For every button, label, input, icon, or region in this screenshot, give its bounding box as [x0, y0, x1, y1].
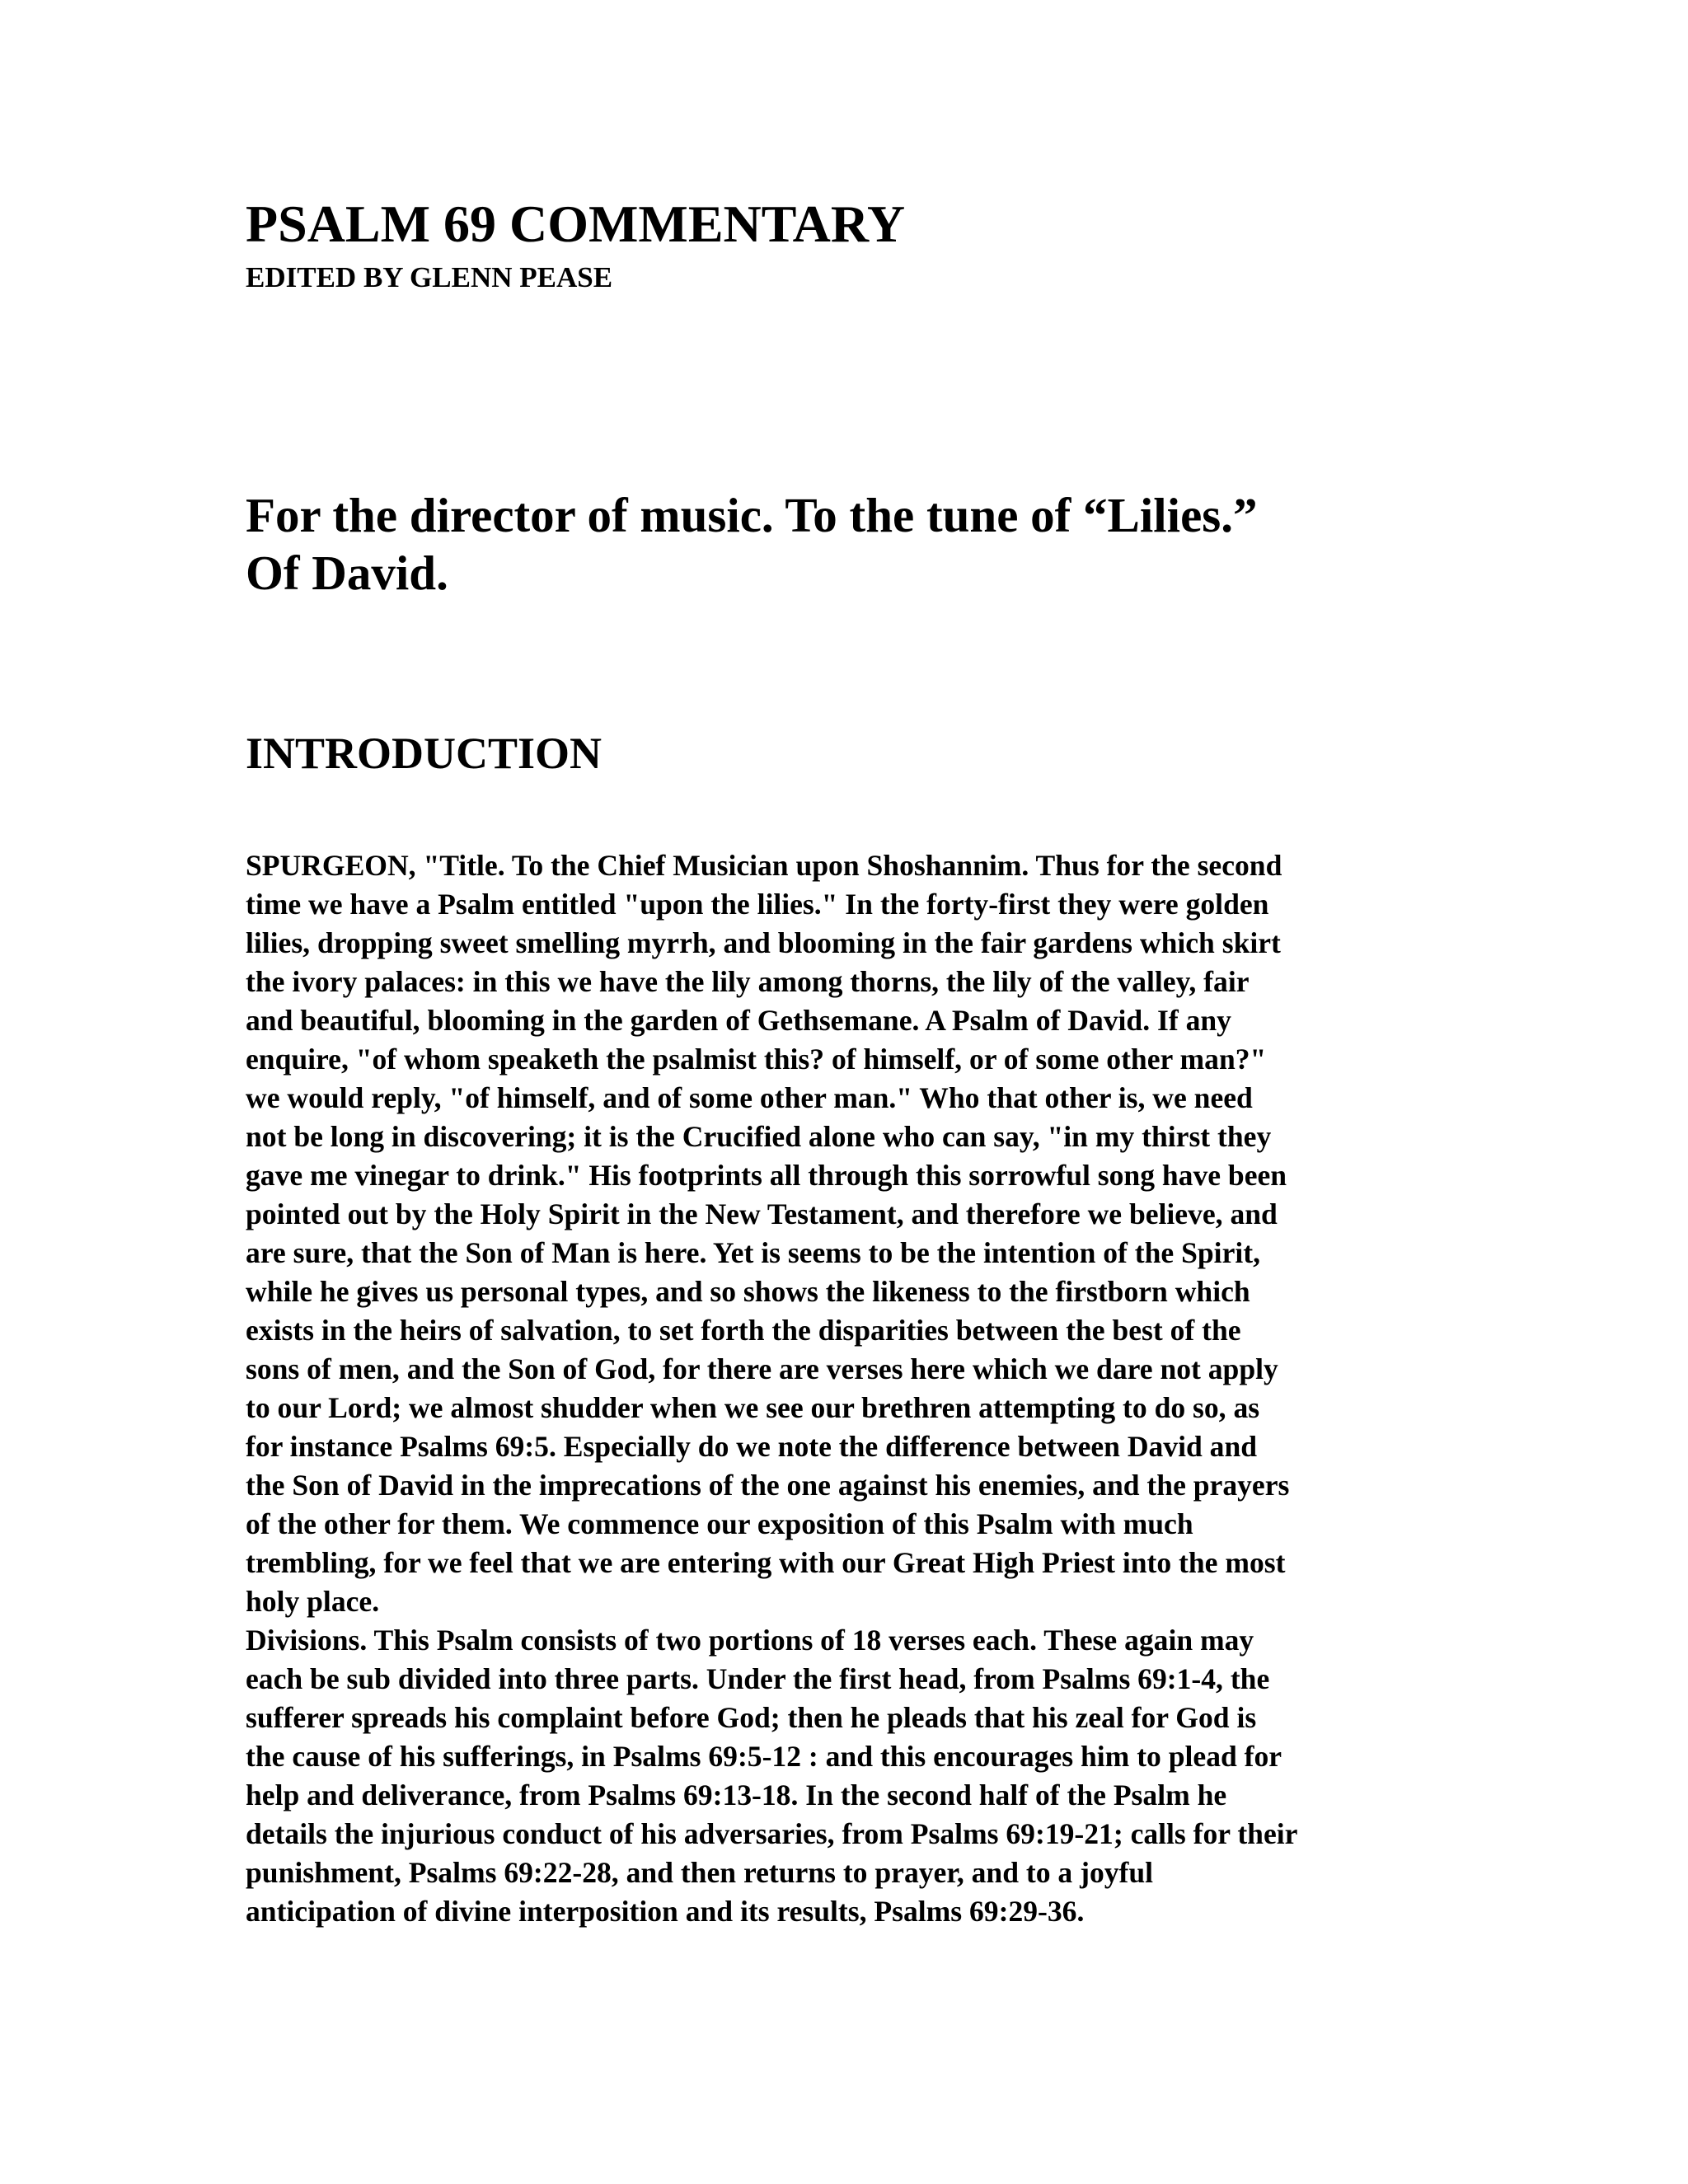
- text-line: sufferer spreads his complaint before God; then he pleads that his zeal for God is: [246, 1701, 1257, 1734]
- text-line: pointed out by the Holy Spirit in the New Testament, and therefore we believe, and: [246, 1197, 1278, 1230]
- text-line: help and deliverance, from Psalms 69:13-18. In the second half of the Psalm he: [246, 1779, 1227, 1811]
- document-title: PSALM 69 COMMENTARY: [246, 194, 906, 253]
- commentary-body: [246, 846, 1449, 1931]
- text-line: enquire, "of whom speaketh the psalmist this? of himself, or of some other man?": [246, 1043, 1267, 1076]
- text-line: holy place.: [246, 1585, 380, 1618]
- commentary-paragraph-divisions: [246, 1621, 1449, 1931]
- text-line: lilies, dropping sweet smelling myrrh, and blooming in the fair gardens which skirt: [246, 926, 1281, 959]
- text-line: time we have a Psalm entitled "upon the lilies." In the forty-first they were golden: [246, 888, 1269, 921]
- text-line: not be long in discovering; it is the Crucified alone who can say, "in my thirst they: [246, 1120, 1272, 1153]
- dedication-line: Of David.: [246, 546, 448, 600]
- text-line: SPURGEON, "Title. To the Chief Musician upon Shoshannim. Thus for the second: [246, 849, 1282, 882]
- text-line: the Son of David in the imprecations of the one against his enemies, and the prayers: [246, 1469, 1290, 1502]
- text-line: the ivory palaces: in this we have the lily among thorns, the lily of the valley, fair: [246, 965, 1250, 998]
- text-line: for instance Psalms 69:5. Especially do we note the difference between David and: [246, 1430, 1258, 1463]
- section-heading-introduction: INTRODUCTION: [246, 729, 603, 778]
- text-line: we would reply, "of himself, and of some other man." Who that other is, we need: [246, 1081, 1253, 1114]
- text-line: while he gives us personal types, and so shows the likeness to the firstborn which: [246, 1275, 1250, 1308]
- text-line: details the injurious conduct of his adversaries, from Psalms 69:19-21; calls for their: [246, 1817, 1298, 1850]
- text-line: sons of men, and the Son of God, for there are verses here which we dare not apply: [246, 1352, 1278, 1385]
- commentary-paragraph-spurgeon: [246, 846, 1449, 1621]
- text-line: punishment, Psalms 69:22-28, and then returns to prayer, and to a joyful: [246, 1856, 1154, 1889]
- text-line: and beautiful, blooming in the garden of Gethsemane. A Psalm of David. If any: [246, 1004, 1231, 1037]
- text-line: exists in the heirs of salvation, to set forth the disparities between the best of the: [246, 1314, 1241, 1347]
- text-line: trembling, for we feel that we are entering with our Great High Priest into the most: [246, 1546, 1286, 1579]
- text-line: are sure, that the Son of Man is here. Yet is seems to be the intention of the Spirit,: [246, 1236, 1260, 1269]
- psalm-dedication: [246, 486, 1449, 602]
- document-subtitle: EDITED BY GLENN PEASE: [246, 261, 613, 293]
- text-line: of the other for them. We commence our exposition of this Psalm with much: [246, 1507, 1193, 1540]
- text-line: each be sub divided into three parts. Under the first head, from Psalms 69:1-4, the: [246, 1662, 1270, 1695]
- text-line: Divisions. This Psalm consists of two portions of 18 verses each. These again may: [246, 1624, 1254, 1657]
- text-line: to our Lord; we almost shudder when we see our brethren attempting to do so, as: [246, 1391, 1260, 1424]
- text-line: the cause of his sufferings, in Psalms 69:5-12 : and this encourages him to plead for: [246, 1740, 1282, 1773]
- text-line: gave me vinegar to drink." His footprints all through this sorrowful song have been: [246, 1159, 1287, 1192]
- text-line: anticipation of divine interposition and its results, Psalms 69:29-36.: [246, 1895, 1085, 1928]
- dedication-line: For the director of music. To the tune of “Lilies.”: [246, 488, 1258, 542]
